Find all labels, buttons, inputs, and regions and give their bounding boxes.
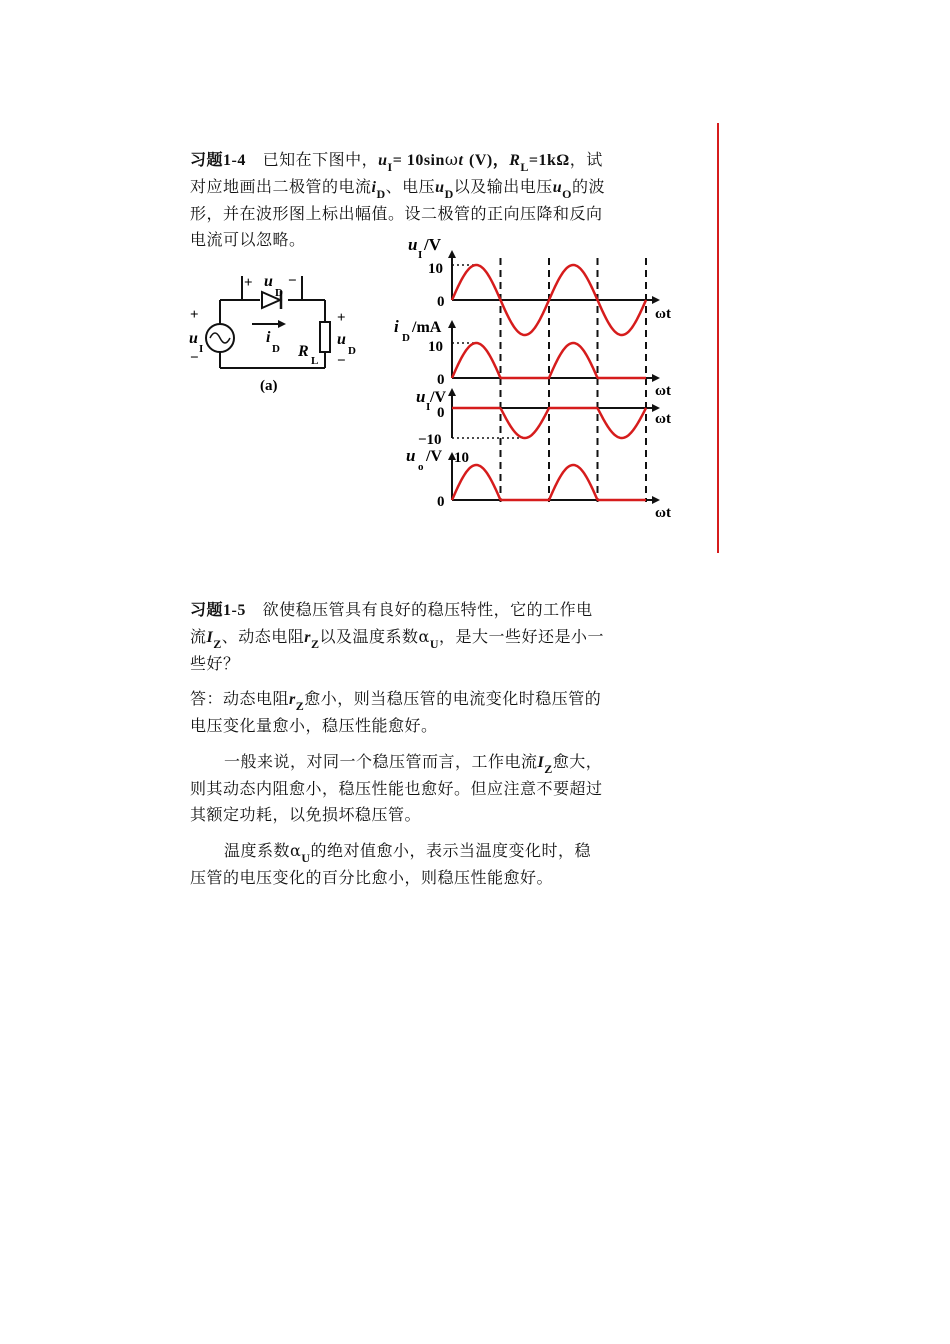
text-line: 其额定功耗，以免损坏稳压管。 — [190, 805, 422, 824]
resistor — [320, 322, 330, 352]
tick-10: 10 — [454, 450, 469, 466]
tick-10: 10 — [428, 339, 443, 355]
var-I: I — [537, 754, 545, 771]
var-i: i — [371, 179, 377, 196]
wt-label: ωt — [655, 411, 671, 427]
uD-waveform — [452, 408, 646, 438]
var-u: u — [552, 179, 563, 196]
sub: I — [426, 401, 431, 413]
label-sub: D — [275, 287, 283, 299]
var-R: R — [509, 152, 521, 169]
axis-arrow-icon — [652, 496, 660, 504]
text: 欲使稳压管具有良好的稳压特性，它的工作电 — [262, 600, 593, 619]
plus-sign: + — [337, 310, 346, 326]
sub: Z — [311, 637, 320, 651]
tick-0: 0 — [437, 494, 445, 510]
sine-symbol-icon — [210, 333, 230, 343]
text: 的绝对值愈小，表示当温度变化时，稳 — [310, 841, 591, 860]
unit: (V)， — [468, 152, 510, 169]
text: 愈大， — [552, 752, 603, 771]
text: 、动态电阻 — [221, 627, 305, 646]
axis-arrow-icon — [448, 250, 456, 258]
tick-neg10: −10 — [418, 432, 442, 448]
sub: O — [562, 187, 572, 201]
sub: L — [520, 160, 529, 174]
unit: /V — [430, 389, 446, 406]
arrow-head-icon — [278, 320, 286, 328]
sub: U — [301, 851, 311, 865]
text: 、电压 — [385, 177, 436, 196]
label-sub: L — [311, 355, 319, 367]
text-line: 压管的电压变化的百分比愈小，则稳压性能愈好。 — [190, 868, 554, 887]
label-sub: D — [272, 343, 280, 355]
sub: D — [402, 332, 410, 344]
caption: (a) — [260, 378, 278, 394]
sub: U — [429, 637, 440, 651]
unit: /V — [426, 448, 442, 465]
tick-0: 0 — [437, 405, 445, 421]
text-line: 些好？ — [190, 654, 240, 673]
unit: /V — [424, 235, 441, 254]
label-sub: D — [348, 345, 356, 357]
text: 一般来说，对同一个稳压管而言，工作电流 — [224, 752, 538, 771]
text: ，是大一些好还是小一 — [439, 627, 605, 646]
sub: I — [387, 160, 393, 174]
tick-0: 0 — [437, 372, 445, 388]
problem-label: 习题1-4 — [190, 152, 246, 169]
sub: o — [418, 461, 424, 473]
text: 答：动态电阻 — [190, 689, 290, 708]
label-RL: R — [298, 343, 309, 360]
answer-text — [190, 686, 670, 891]
label-uD: u — [264, 273, 273, 290]
uI-label: u — [408, 235, 418, 254]
uo-waveform — [452, 465, 646, 500]
text: 已知在下图中， — [262, 150, 379, 169]
wt-label: ωt — [655, 383, 671, 399]
sub: D — [376, 187, 386, 201]
plus-sign: + — [244, 275, 253, 291]
sub: Z — [544, 762, 553, 776]
iD-label: i — [394, 317, 399, 336]
text: 对应地画出二极管的电流 — [190, 177, 372, 196]
plus-sign: + — [190, 307, 199, 323]
problem-1-5-text — [190, 597, 670, 677]
sub: I — [418, 249, 423, 261]
rl-value: =1kΩ — [528, 152, 570, 169]
sub: Z — [295, 699, 305, 713]
text: 以及输出电压 — [453, 177, 553, 196]
var-I: I — [206, 629, 214, 646]
uo-label: u — [406, 446, 416, 465]
text: 以及温度系数α — [319, 627, 430, 646]
text: ，试 — [569, 150, 603, 169]
circuit-diagram — [180, 262, 370, 402]
wt-label: ωt — [655, 505, 671, 521]
problem-label: 习题1-5 — [190, 602, 246, 619]
var-r: r — [304, 629, 312, 646]
axis-arrow-icon — [652, 296, 660, 304]
axis-arrow-icon — [448, 388, 456, 396]
var-t: t — [458, 152, 464, 169]
text-line: 电压变化量愈小，稳压性能愈好。 — [190, 716, 438, 735]
minus-sign: − — [288, 273, 297, 289]
wt-label: ωt — [655, 306, 671, 322]
text-line: 则其动态内阻愈小，稳压性能也愈好。但应注意不要超过 — [190, 779, 603, 798]
sub: D — [444, 187, 454, 201]
uD-label: u — [416, 387, 426, 406]
margin-line — [717, 123, 719, 553]
text: 流 — [190, 627, 207, 646]
sub: Z — [213, 637, 222, 651]
label-uI: u — [189, 330, 198, 347]
minus-sign: − — [337, 353, 346, 369]
axis-arrow-icon — [652, 374, 660, 382]
waveform-diagram — [390, 230, 690, 530]
label-sub: I — [199, 343, 204, 355]
minus-sign: − — [190, 350, 199, 366]
text: 温度系数α — [224, 841, 302, 860]
tick-10: 10 — [428, 261, 443, 277]
var-r: r — [289, 691, 296, 708]
text-line: 形，并在波形图上标出幅值。设二极管的正向压降和反向 — [190, 204, 603, 223]
axis-arrow-icon — [448, 320, 456, 328]
label-iD: i — [266, 329, 271, 346]
omega: ω — [444, 150, 459, 169]
text: 的波 — [572, 177, 606, 196]
var-u: u — [435, 179, 445, 196]
text-line: 电流可以忽略。 — [190, 230, 306, 249]
unit: /mA — [412, 319, 442, 336]
equation: = 10sin — [392, 152, 445, 169]
var-u: u — [378, 152, 388, 169]
tick-0: 0 — [437, 294, 445, 310]
text: 愈小，则当稳压管的电流变化时稳压管的 — [304, 689, 602, 708]
label-uD-out: u — [337, 331, 346, 348]
